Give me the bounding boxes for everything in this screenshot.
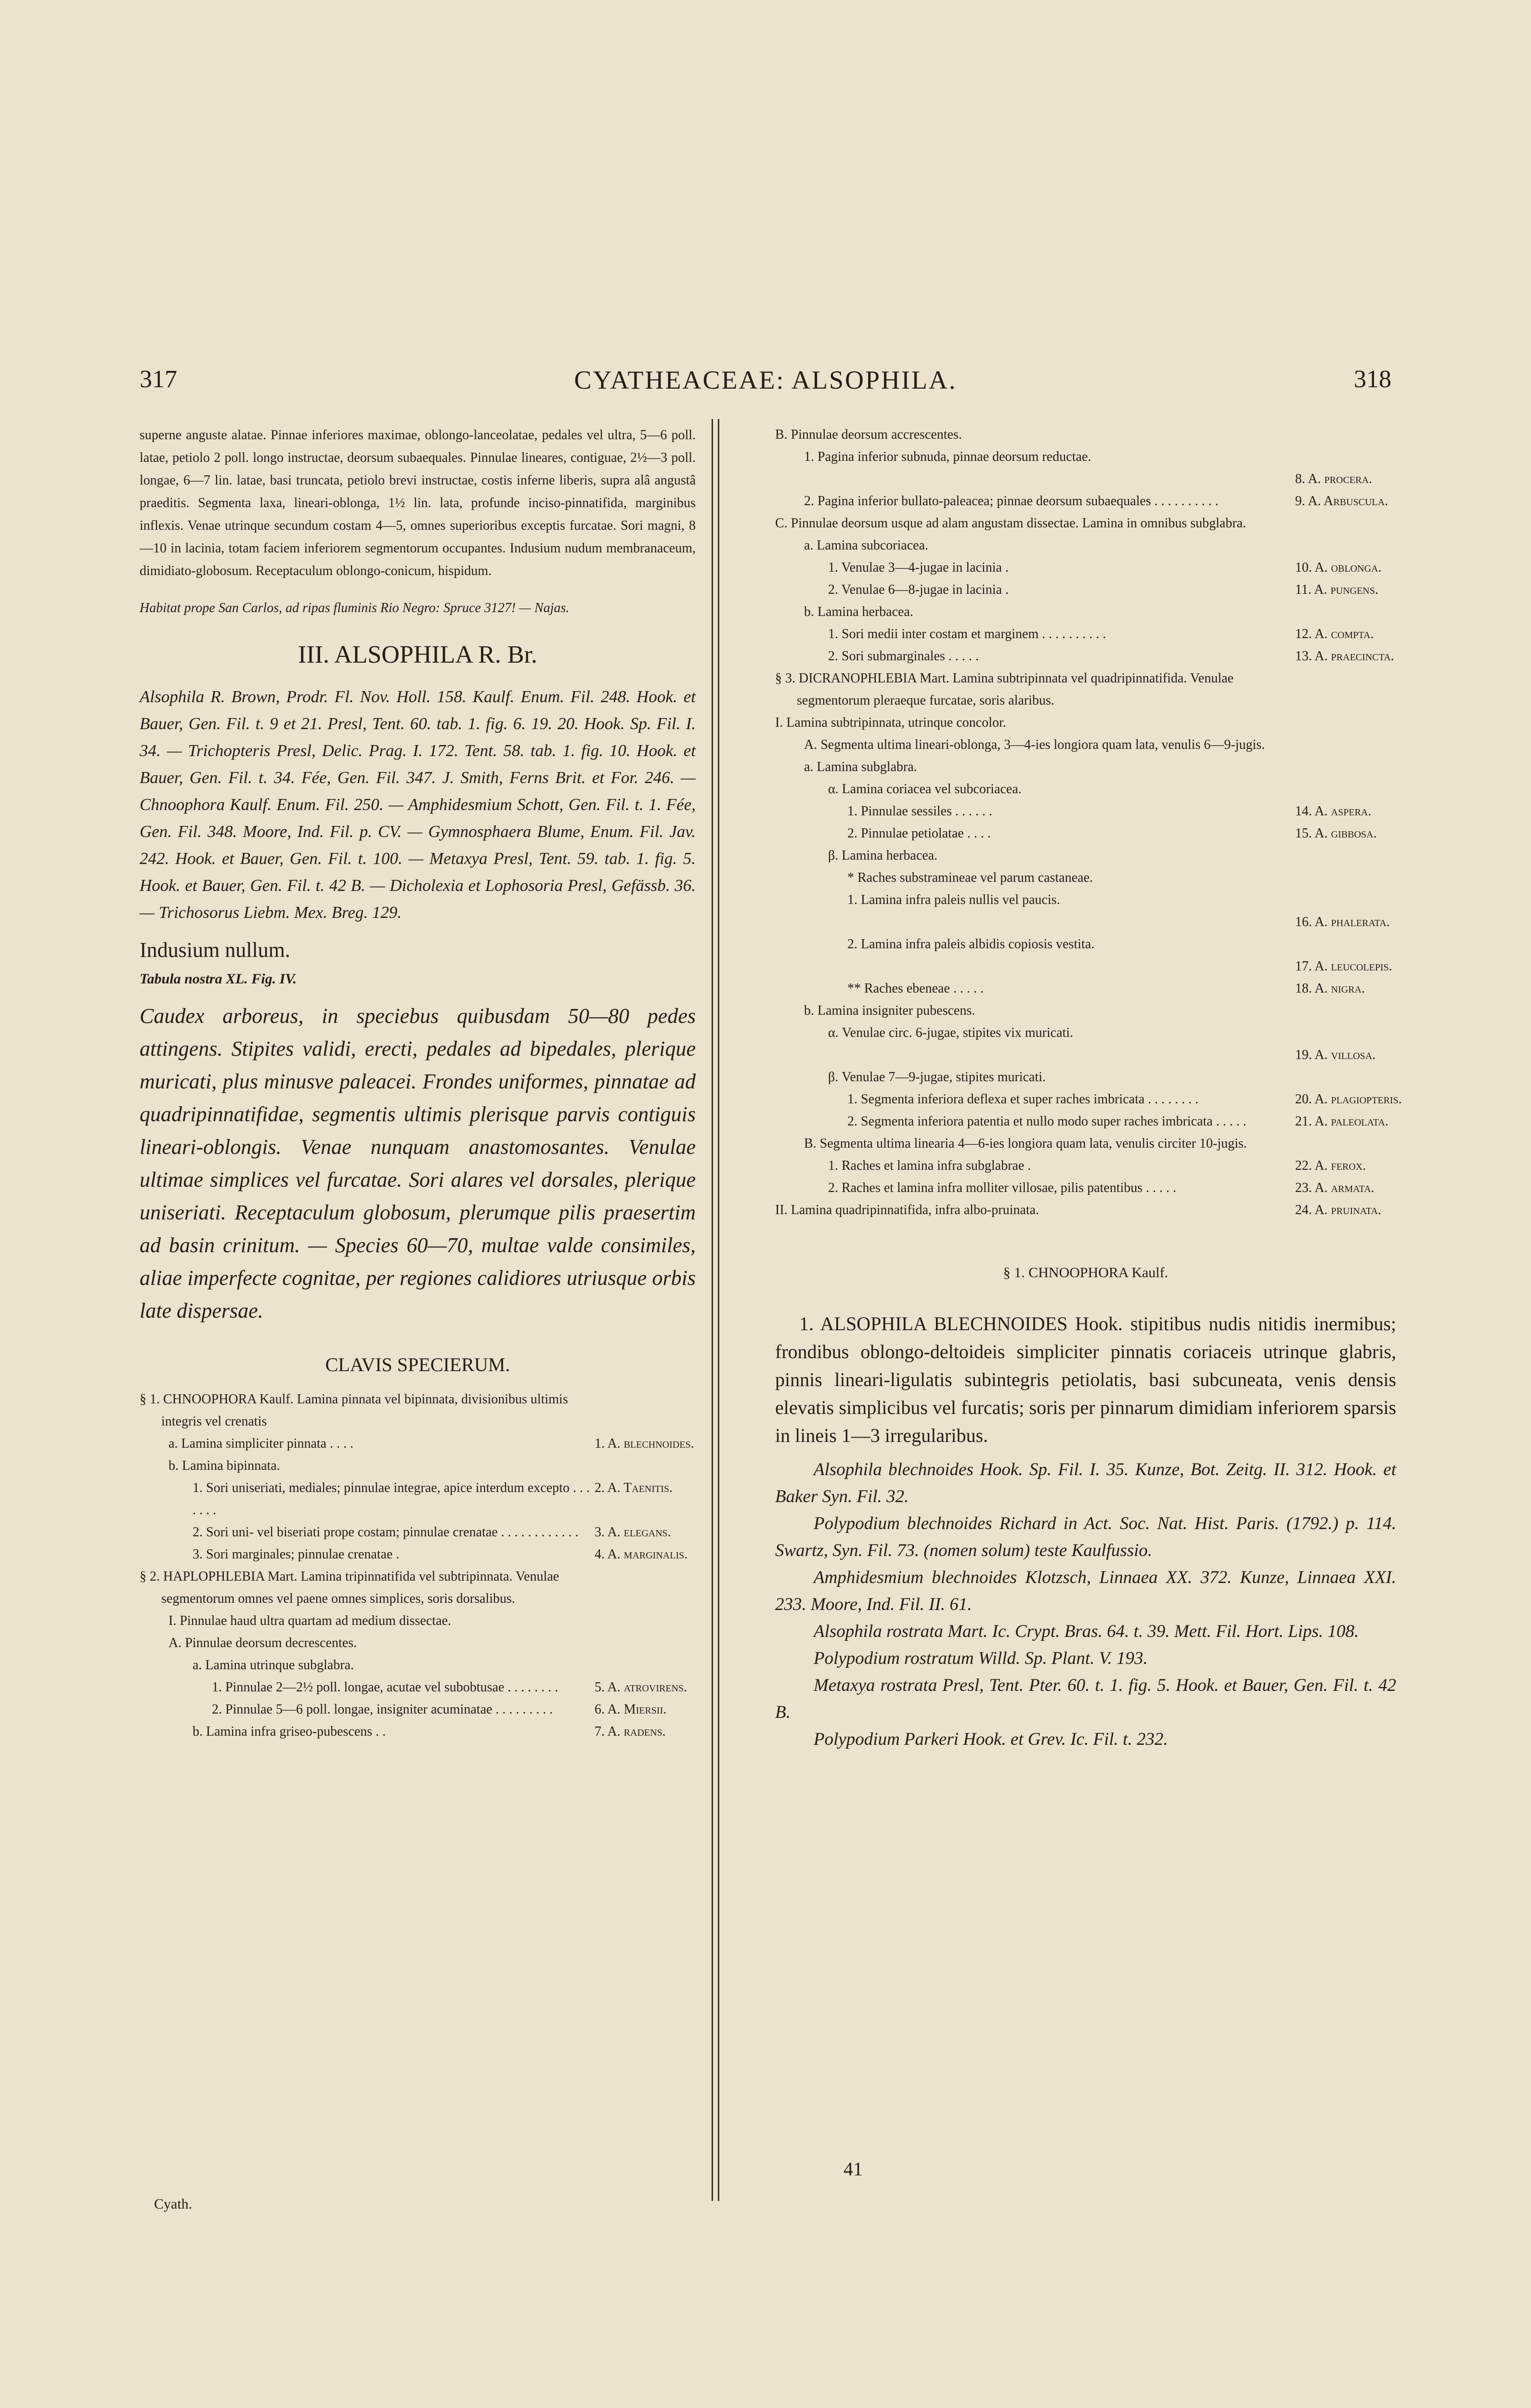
key-entry [775, 911, 1396, 933]
key-entry-text: 1. Sori uniseriati, mediales; pinnulae integrae, apice interdum excepto . . . . . . . [193, 1480, 590, 1518]
key-entry [775, 734, 1396, 756]
key-entry-text: 1. Raches et lamina infra subglabrae . [828, 1158, 1031, 1173]
key-entry-text: ** Raches ebeneae . . . . . [847, 981, 984, 996]
key-entry-text: b. Lamina bipinnata. [169, 1458, 280, 1473]
key-entry-text: β. Venulae 7—9-jugae, stipites muricati. [828, 1070, 1046, 1085]
key-entry [775, 712, 1396, 734]
key-entry [775, 1155, 1396, 1177]
right-page-number: 318 [1354, 366, 1391, 393]
key-entry-text: I. Pinnulae haud ultra quartam ad medium dissectae. [169, 1613, 452, 1628]
key-entry-species: 11. A. pungens. [1295, 582, 1378, 597]
key-entry-text: I. Lamina subtripinnata, utrinque concolor. [775, 715, 1006, 730]
key-entry-text: 2. Pinnulae petiolatae . . . . [847, 826, 991, 841]
key-entry-species: 8. A. procera. [1295, 471, 1372, 486]
key-entry-text: 1. Pinnulae 2—2½ poll. longae, acutae vel subobtusae . . . . . . . . [212, 1680, 558, 1695]
species-description: 1. ALSOPHILA BLECHNOIDES Hook. stipitibus nudis nitidis inermibus; frondibus oblongo-deltoideis simpliciter pinnatis coriaceis utrinque glabris, pinnis lineari-ligulatis subintegris petiolatis, basi subcuneata, venis densis elevatis simplicibus vel furcatis; soris per pinnarum dimidiam inferiorem sparsis in lineis 1—3 irregularibus. [775, 1313, 1396, 1446]
key-entry-text: § 3. DICRANOPHLEBIA Mart. Lamina subtripinnata vel quadripinnatifida. Venulae segmentorum pleraeque furcatae, soris alaribus. [775, 671, 1234, 708]
key-entry-species: 15. A. gibbosa. [1295, 826, 1377, 841]
key-entry [140, 1477, 696, 1521]
key-entry-text: 2. Pagina inferior bullato-paleacea; pinnae deorsum subaequales . . . . . . . . . . [804, 494, 1219, 509]
key-entry-text: 2. Segmenta inferiora patentia et nullo modo super raches imbricata . . . . . [847, 1114, 1246, 1129]
plate-reference: Tabula nostra XL. Fig. IV. [140, 971, 297, 987]
key-entry-species: 3. A. elegans. [595, 1525, 671, 1540]
key-entry [775, 468, 1396, 490]
key-entry [140, 1610, 696, 1632]
key-entry-species: 4. A. marginalis. [595, 1547, 688, 1562]
key-entry-species: 9. A. Arbuscula. [1295, 494, 1388, 509]
key-entry-text: § 1. CHNOOPHORA Kaulf. Lamina pinnata vel bipinnata, divisionibus ultimis integris vel crenatis [140, 1392, 568, 1429]
synonym-entry: Polypodium Parkeri Hook. et Grev. Ic. Fil. t. 232. [814, 1729, 1168, 1749]
key-entry-text: 2. Venulae 6—8-jugae in lacinia . [828, 582, 1009, 597]
key-entry-species: 2. A. Taenitis. [595, 1480, 673, 1495]
key-entry-text: * Raches substramineae vel parum castaneae. [847, 870, 1093, 885]
key-entry-species: 13. A. praecincta. [1295, 649, 1394, 664]
key-entry-text: 1. Venulae 3—4-jugae in lacinia . [828, 560, 1009, 575]
key-entry [775, 490, 1396, 512]
running-title: CYATHEACEAE: ALSOPHILA. [574, 366, 957, 394]
key-entry-text: α. Lamina coriacea vel subcoriacea. [828, 782, 1022, 797]
key-entry-species: 1. A. blechnoides. [595, 1436, 694, 1451]
key-entry [140, 1433, 696, 1455]
synonym-entry: Alsophila blechnoides Hook. Sp. Fil. I. 35. Kunze, Bot. Zeitg. II. 312. Hook. et Baker Syn. Fil. 32. [775, 1460, 1396, 1506]
key-entry-text: 1. Lamina infra paleis nullis vel paucis. [847, 892, 1060, 907]
key-entry-text: B. Pinnulae deorsum accrescentes. [775, 427, 962, 442]
key-entry [775, 955, 1396, 978]
key-entry-text: A. Segmenta ultima lineari-oblonga, 3—4-ies longiora quam lata, venulis 6—9-jugis. [804, 737, 1265, 752]
key-entry-text: b. Lamina infra griseo-pubescens . . [193, 1724, 386, 1739]
key-entry [775, 1044, 1396, 1066]
key-entry-text: 1. Pagina inferior subnuda, pinnae deorsum reductae. [804, 449, 1091, 464]
key-entry [140, 1455, 696, 1477]
key-entry [140, 1654, 696, 1676]
key-entry [775, 756, 1396, 778]
key-entry-species: 16. A. phalerata. [1295, 915, 1390, 929]
left-page-number: 317 [140, 366, 177, 393]
key-entry [140, 1699, 696, 1721]
key-entry [775, 645, 1396, 667]
synonym-entry: Alsophila rostrata Mart. Ic. Crypt. Bras. 64. t. 39. Mett. Fil. Hort. Lips. 108. [814, 1622, 1359, 1641]
column-divider [712, 419, 719, 2201]
key-entry-text: b. Lamina insigniter pubescens. [804, 1003, 975, 1018]
section-header: § 1. CHNOOPHORA Kaulf. [1003, 1265, 1168, 1281]
key-entry-text: 2. Lamina infra paleis albidis copiosis vestita. [847, 937, 1095, 952]
left-column [140, 424, 696, 1743]
key-entry [775, 1022, 1396, 1044]
genus-heading: III. ALSOPHILA R. Br. [298, 641, 537, 668]
key-entry-text: a. Lamina subcoriacea. [804, 538, 929, 553]
key-entry [775, 933, 1396, 955]
key-entry [140, 1721, 696, 1743]
key-entry [775, 579, 1396, 601]
synonym-entry: Metaxya rostrata Presl, Tent. Pter. 60. t. 1. fig. 5. Hook. et Bauer, Gen. Fil. t. 42 B. [775, 1675, 1396, 1722]
key-entry-text: a. Lamina utrinque subglabra. [193, 1658, 354, 1673]
species-description-continued: superne anguste alatae. Pinnae inferiores maximae, oblongo-lanceolatae, pedales vel ultra, 5—6 poll. latae, petiolo 2 poll. longo instructae, deorsum subaequales. Pinnulae lineares, contiguae, 2½—3 poll. longae, 6—7 lin. latae, basi truncata, petiolo brevi instructae, costis inferne liberis, supra alâ angustâ praeditis. Segmenta laxa, lineari-oblonga, 1½ lin. lata, profunde inciso-pinnatifida, marginibus inflexis. Venae utrinque secundum costam 4—5, omnes superioribus exceptis furcatae. Sori magni, 8—10 in lacinia, totam faciem inferiorem segmentorum occupantes. Indusium nudum membranaceum, dimidiato-globosum. Receptaculum oblongo-conicum, hispidum. [140, 428, 696, 578]
key-entry-species: 24. A. pruinata. [1295, 1203, 1381, 1217]
synonym-list [775, 1456, 1396, 1753]
key-entry [140, 1388, 696, 1433]
key-entry [775, 845, 1396, 867]
key-entry [775, 424, 1396, 446]
key-entry-species: 6. A. Miersii. [595, 1702, 667, 1717]
key-entry-species: 7. A. radens. [595, 1724, 666, 1739]
key-entry-species: 21. A. paleolata. [1295, 1114, 1388, 1129]
key-entry-text: a. Lamina simpliciter pinnata . . . . [169, 1436, 354, 1451]
key-entry [775, 667, 1396, 712]
key-entry [775, 512, 1396, 535]
page-footer-number: 41 [843, 2158, 863, 2180]
key-entry [775, 601, 1396, 623]
key-entry-text: § 2. HAPLOPHLEBIA Mart. Lamina tripinnatifida vel subtripinnata. Venulae segmentorum omnes vel paene omnes simplices, soris dorsalibus. [140, 1569, 559, 1606]
key-entry-text: 2. Raches et lamina infra molliter villosae, pilis patentibus . . . . . [828, 1180, 1177, 1195]
key-entry-species: 19. A. villosa. [1295, 1047, 1376, 1062]
key-entry [775, 867, 1396, 889]
key-entry-species: 14. A. aspera. [1295, 804, 1372, 819]
synonym-entry: Amphidesmium blechnoides Klotzsch, Linnaea XX. 372. Kunze, Linnaea XXI. 233. Moore, Ind. Fil. II. 61. [775, 1568, 1396, 1614]
key-entry-species: 12. A. compta. [1295, 627, 1374, 641]
key-entry [775, 1088, 1402, 1111]
key-entry-text: 1. Pinnulae sessiles . . . . . . [847, 804, 992, 819]
key-entry-species: 18. A. nigra. [1295, 981, 1365, 996]
printer-signature: Cyath. [154, 2196, 193, 2212]
key-entry-text: II. Lamina quadripinnatifida, infra albo-pruinata. [775, 1203, 1039, 1217]
key-entry [775, 1000, 1396, 1022]
key-entry [775, 623, 1396, 645]
key-entry-text: 1. Segmenta inferiora deflexa et super raches imbricata . . . . . . . . [847, 1092, 1199, 1107]
key-entry-text: 3. Sori marginales; pinnulae crenatae . [193, 1547, 400, 1562]
key-entry [775, 778, 1396, 800]
key-entry-text: 1. Sori medii inter costam et marginem . . . . . . . . . . [828, 627, 1106, 641]
right-column [775, 424, 1402, 1753]
genus-references: Alsophila R. Brown, Prodr. Fl. Nov. Holl. 158. Kaulf. Enum. Fil. 248. Hook. et Bauer, Gen. Fil. t. 9 et 21. Presl, Tent. 60. tab. 1. fig. 6. 19. 20. Hook. Sp. Fil. I. 34. — Trichopteris Presl, Delic. Prag. I. 172. Tent. 58. tab. 1. fig. 10. Hook. et Bauer, Gen. Fil. t. 34. Fée, Gen. Fil. 347. J. Smith, Ferns Brit. et For. 246. — Chnoophora Kaulf. Enum. Fil. 250. — Amphidesmium Schott, Gen. Fil. t. 1. Fée, Gen. Fil. 348. Moore, Ind. Fil. p. CV. — Gymnosphaera Blume, Enum. Fil. Jav. 242. Hook. et Bauer, Gen. Fil. t. 100. — Metaxya Presl, Tent. 59. tab. 1. fig. 5. Hook. et Bauer, Gen. Fil. t. 42 B. — Dicholexia et Lophosoria Presl, Gefässb. 36. — Trichosorus Liebm. Mex. Breg. 129. [140, 687, 696, 922]
key-entry-text: 2. Sori submarginales . . . . . [828, 649, 979, 664]
synonym-entry: Polypodium rostratum Willd. Sp. Plant. V. 193. [814, 1649, 1148, 1668]
synonym-entry: Polypodium blechnoides Richard in Act. Soc. Nat. Hist. Paris. (1792.) p. 114. Swartz, Syn. Fil. 73. (nomen solum) teste Kaulfussio. [775, 1514, 1396, 1560]
key-entry [775, 1133, 1396, 1155]
key-entry-species: 20. A. plagiopteris. [1295, 1092, 1402, 1107]
key-entry [775, 1199, 1396, 1221]
key-entry-text: 2. Pinnulae 5—6 poll. longae, insigniter acuminatae . . . . . . . . . [212, 1702, 553, 1717]
key-entry [140, 1566, 696, 1610]
key-title: CLAVIS SPECIERUM. [325, 1354, 510, 1375]
key-entry-species: 10. A. oblonga. [1295, 560, 1382, 575]
genus-description: Caudex arboreus, in speciebus quibusdam 50—80 pedes attingens. Stipites validi, erecti, pedales ad bipedales, plerique muricati, plus minusve paleacei. Frondes uniformes, pinnatae ad quadripinnatifidae, segmentis ultimis plerisque parvis contiguis lineari-oblongis. Venae nunquam anastomosantes. Venulae ultimae simplices vel furcatae. Sori alares vel dorsales, plerique uniseriati. Receptaculum globosum, plerumque pilis praesertim ad basin crinitum. — Species 60—70, multae valde consimiles, aliae imperfecte cognitae, per regiones calidiores utriusque orbis late dispersae. [140, 1004, 696, 1322]
key-entry [775, 889, 1396, 911]
key-entry-text: B. Segmenta ultima linearia 4—6-ies longiora quam lata, venulis circiter 10-jugis. [804, 1136, 1247, 1151]
key-entry-species: 23. A. armata. [1295, 1180, 1375, 1195]
key-entry [775, 557, 1396, 579]
key-entry-text: A. Pinnulae deorsum decrescentes. [169, 1636, 357, 1650]
species-key-right [775, 424, 1402, 1221]
key-entry [775, 1066, 1396, 1088]
key-entry-text: C. Pinnulae deorsum usque ad alam angustam dissectae. Lamina in omnibus subglabra. [775, 516, 1246, 531]
key-entry-text: α. Venulae circ. 6-jugae, stipites vix muricati. [828, 1025, 1074, 1040]
key-entry [140, 1544, 696, 1566]
key-entry-species: 22. A. ferox. [1295, 1158, 1366, 1173]
key-entry-species: 5. A. atrovirens. [595, 1680, 688, 1695]
key-entry [140, 1632, 696, 1654]
indusium-note: Indusium nullum. [140, 938, 290, 962]
key-entry [775, 446, 1396, 468]
key-entry-species: 17. A. leucolepis. [1295, 959, 1392, 974]
key-entry [775, 823, 1396, 845]
habitat-note: Habitat prope San Carlos, ad ripas fluminis Rio Negro: Spruce 3127! — Najas. [140, 601, 570, 615]
key-entry-text: a. Lamina subglabra. [804, 759, 917, 774]
key-entry [140, 1676, 696, 1699]
key-entry-text: 2. Sori uni- vel biseriati prope costam; pinnulae crenatae . . . . . . . . . . . . [193, 1525, 579, 1540]
species-key-left [140, 1388, 696, 1743]
key-entry [775, 1177, 1396, 1199]
key-entry [140, 1521, 696, 1544]
key-entry [775, 535, 1396, 557]
key-entry [775, 800, 1396, 823]
key-entry-text: b. Lamina herbacea. [804, 604, 913, 619]
key-entry [775, 978, 1396, 1000]
key-entry [775, 1111, 1396, 1133]
key-entry-text: β. Lamina herbacea. [828, 848, 938, 863]
